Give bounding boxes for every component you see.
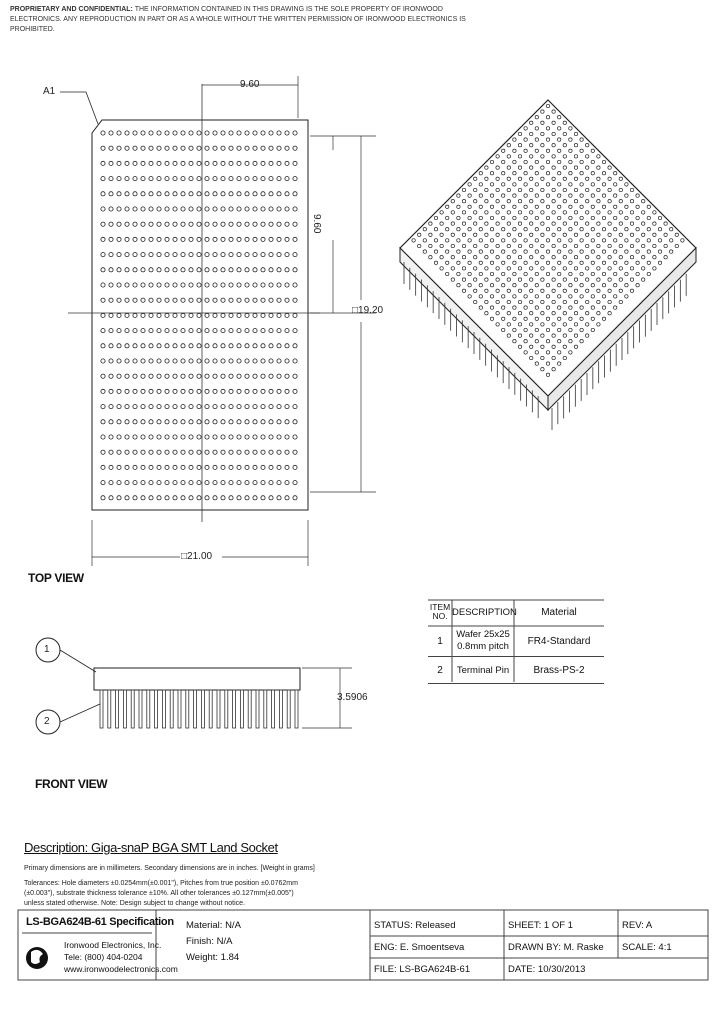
a1-leader [60,92,98,124]
revision-field: REV: A [622,920,653,931]
dim-front-height: 3.5906 [337,692,368,703]
notice-text: THE INFORMATION CONTAINED IN THIS DRAWING IS THE SOLE PROPERTY OF IRONWOOD ELECTRONICS. ANY REPRODUCTION IN PART OR AS A WHOLE WITHOUT THE WRITTEN PERMISSION OF IRONWOOD ELECTRONICS IS PROHIBITED. [10,6,466,33]
bom-table [428,598,604,684]
description-note-4: unless stated otherwise. Note: Design subject to change without notice. [24,900,246,907]
bom-row [428,626,604,657]
bom-row-material: FR4-Standard [527,635,591,647]
weight-field: Weight: 1.84 [186,952,240,963]
bom-row-item: 2 [437,664,443,676]
ironwood-logo-icon [26,947,48,969]
iso-top-face [400,100,696,396]
bom-row-material: Brass-PS-2 [533,664,585,676]
dim-half-height: 9.60 [311,214,322,234]
sheet-field: SHEET: 1 OF 1 [508,920,573,931]
bom-header-material: Material [541,606,577,618]
status-field: STATUS: Released [374,920,456,931]
company-name: Ironwood Electronics, Inc. [64,940,162,950]
bom-row-description: Terminal Pin [456,664,510,676]
material-field: Material: N/A [186,920,241,931]
dim-width: □21.00 [181,551,213,562]
finish-field: Finish: N/A [186,936,233,947]
front-view-title: FRONT VIEW [35,777,108,791]
top-view-outline [92,120,308,510]
description-note-1: Primary dimensions are in millimeters. Secondary dimensions are in inches. [Weight in grams] [24,865,315,872]
top-view-title: TOP VIEW [28,571,84,585]
file-field: FILE: LS-BGA624B-61 [374,964,471,975]
dim-half-width: 9.60 [240,79,260,90]
company-phone: Tele: (800) 404-0204 [64,952,143,962]
description-title: Description: Giga-snaP BGA SMT Land Socket [24,840,278,855]
front-view [36,638,352,734]
a1-label: A1 [43,86,56,97]
scale-field: SCALE: 4:1 [622,942,672,953]
description-note-2: Tolerances: Hole diameters ±0.0254mm(±0.001"), Pitches from true position ±0.0762mm [24,880,298,887]
isometric-view [400,100,696,430]
bom-row [428,657,604,684]
drawn-by-field: DRAWN BY: M. Raske [508,942,604,953]
bom-row-item: 1 [437,635,443,647]
callout-2: 2 [44,716,50,727]
company-website: www.ironwoodelectronics.com [64,964,178,974]
dim-height: □19.20 [352,305,384,316]
bom-header-item: ITEM NO. [429,602,451,621]
date-field: DATE: 10/30/2013 [508,964,586,975]
engineer-field: ENG: E. Smoentseva [374,942,465,953]
part-number: LS-BGA624B-61 Specification [26,916,174,928]
description-note-3: (±0.003"), substrate thickness tolerance ±10%. All other tolerances ±0.127mm(±0.005") [24,890,294,897]
notice-lead: PROPRIETARY AND CONFIDENTIAL: [10,6,133,13]
bom-header-description: DESCRIPTION [452,606,517,618]
bom-row-description: Wafer 25x25 0.8mm pitch [456,629,510,652]
callout-1: 1 [44,644,50,655]
ball-grid [101,131,297,500]
